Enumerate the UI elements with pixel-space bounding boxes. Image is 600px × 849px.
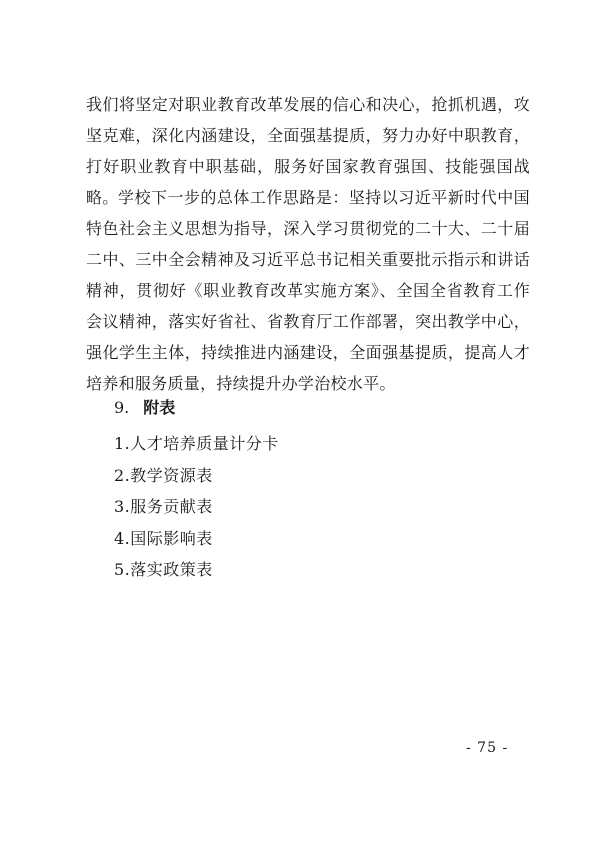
page-number: - 75 - [466, 740, 509, 756]
appendix-item: 5.落实政策表 [114, 560, 213, 579]
appendix-item: 2.教学资源表 [114, 465, 213, 485]
appendix-list [114, 428, 279, 586]
body-paragraph-2: 学校下一步的总体工作思路是：坚持以习近平新时代中国特色社会主义思想为指导，深入学习贯彻党的二十大、二十届二中、三中全会精神及习近平总书记相关重要批示指示和讲话精神，贯彻好《职业教育改革实施方案》、全国全省教育工作会议精神，落实好省社、省教育厅工作部署，突出教学中心，强化学生主体，持续推进内涵建设，全面强基提质，提高人才培养和服务质量，持续提升办学治校水平。 [86, 188, 530, 393]
body-paragraph-1: 我们将坚定对职业教育改革发展的信心和决心，抢抓机遇，攻坚克难，深化内涵建设，全面强基提质，努力办好中职教育，打好职业教育中职基础，服务好国家教育强国、技能强国战略。 [86, 95, 530, 207]
section-title: 附表 [143, 398, 176, 417]
section-number: 9. [114, 398, 130, 417]
appendix-item: 1.人才培养质量计分卡 [114, 434, 279, 453]
appendix-item: 3.服务贡献表 [114, 497, 213, 516]
appendix-item: 4.国际影响表 [114, 528, 213, 548]
section-heading [114, 395, 175, 418]
